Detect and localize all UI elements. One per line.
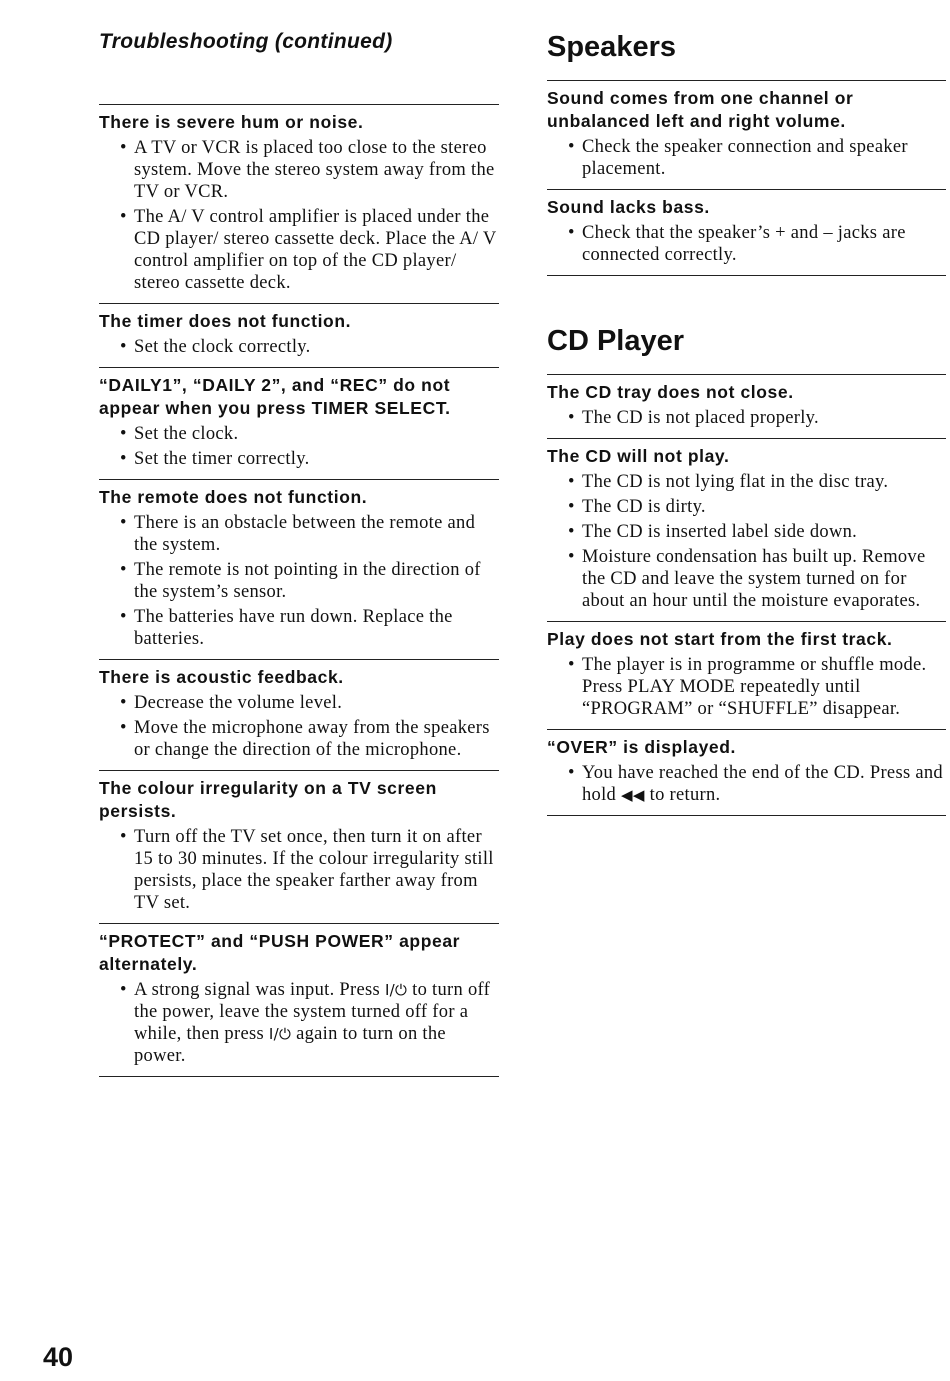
problem-entry bbox=[99, 659, 499, 770]
solution-item: • Decrease the volume level. bbox=[99, 692, 499, 714]
solution-item: • The CD is inserted label side down. bbox=[547, 521, 946, 543]
troubleshooting-list bbox=[99, 104, 499, 1077]
solution-item: • Turn off the TV set once, then turn it on after 15 to 30 minutes. If the colour irregularity still persists, place the speaker farther away from TV set. bbox=[99, 826, 499, 914]
solution-item bbox=[547, 762, 946, 806]
problem-title: Play does not start from the first track. bbox=[547, 629, 893, 649]
solution-item: • The batteries have run down. Replace the batteries. bbox=[99, 606, 499, 650]
solution-list bbox=[99, 336, 499, 358]
problem-entry bbox=[99, 479, 499, 659]
solution-list bbox=[99, 423, 499, 470]
problem-entry bbox=[99, 367, 499, 479]
power-icon: I/⏻ bbox=[384, 981, 408, 999]
solution-list bbox=[99, 979, 499, 1067]
solution-item: • The player is in programme or shuffle mode. Press PLAY MODE repeatedly until “PROGRAM” or “SHUFFLE” disappear. bbox=[547, 654, 946, 720]
section-heading-speakers: Speakers bbox=[547, 31, 676, 63]
problem-title: “OVER” is displayed. bbox=[547, 737, 736, 757]
solution-item: • The CD is not lying flat in the disc tray. bbox=[547, 471, 946, 493]
solution-item bbox=[99, 979, 499, 1067]
page-number: 40 bbox=[43, 1342, 74, 1372]
problem-entry bbox=[99, 104, 499, 303]
solution-text: again to turn on the power. bbox=[134, 1024, 446, 1066]
solution-item: • Check that the speaker’s + and – jacks are connected correctly. bbox=[547, 222, 946, 266]
problem-entry bbox=[99, 923, 499, 1077]
solution-item: • Moisture condensation has built up. Remove the CD and leave the system turned on for about an hour until the moisture evaporates. bbox=[547, 546, 946, 612]
solution-item: • A TV or VCR is placed too close to the stereo system. Move the stereo system away from the TV or VCR. bbox=[99, 137, 499, 203]
solution-list bbox=[547, 222, 946, 266]
right-column bbox=[547, 0, 946, 816]
cd-player-list bbox=[547, 374, 946, 816]
solution-list bbox=[547, 471, 946, 612]
problem-title: The timer does not function. bbox=[99, 311, 352, 331]
solution-text: to turn off the power, leave the system turned off for a while, then press bbox=[134, 980, 491, 1044]
solution-list bbox=[99, 692, 499, 761]
problem-title: The CD tray does not close. bbox=[547, 382, 794, 402]
solution-text: to return. bbox=[649, 785, 721, 805]
problem-entry bbox=[547, 729, 946, 816]
problem-entry bbox=[547, 438, 946, 621]
running-head: Troubleshooting (continued) bbox=[99, 30, 393, 53]
problem-title: There is severe hum or noise. bbox=[99, 112, 364, 132]
power-icon: I/⏻ bbox=[268, 1025, 292, 1043]
problem-entry bbox=[547, 80, 946, 189]
problem-title: There is acoustic feedback. bbox=[99, 667, 344, 687]
solution-list bbox=[99, 826, 499, 914]
solution-item: • There is an obstacle between the remote and the system. bbox=[99, 512, 499, 556]
problem-title: “PROTECT” and “PUSH POWER” appear alternately. bbox=[99, 931, 461, 974]
solution-item: • Set the clock. bbox=[99, 423, 499, 445]
solution-item: • The CD is not placed properly. bbox=[547, 407, 946, 429]
solution-item: • Set the timer correctly. bbox=[99, 448, 499, 470]
problem-entry bbox=[547, 621, 946, 729]
solution-item: • Check the speaker connection and speaker placement. bbox=[547, 136, 946, 180]
solution-list bbox=[99, 137, 499, 294]
problem-entry bbox=[99, 770, 499, 923]
solution-text: A strong signal was input. Press bbox=[134, 980, 380, 1000]
problem-title: The colour irregularity on a TV screen persists. bbox=[99, 778, 437, 821]
section-heading-cd-player: CD Player bbox=[547, 325, 685, 357]
problem-entry bbox=[547, 189, 946, 276]
solution-list bbox=[547, 762, 946, 806]
solution-list bbox=[99, 512, 499, 650]
problem-entry bbox=[547, 374, 946, 438]
left-column bbox=[99, 0, 499, 1077]
speakers-list bbox=[547, 80, 946, 276]
solution-text: You have reached the end of the CD. Press and hold bbox=[582, 763, 943, 805]
solution-item: • Set the clock correctly. bbox=[99, 336, 499, 358]
solution-item: • The CD is dirty. bbox=[547, 496, 946, 518]
solution-item: • Move the microphone away from the speakers or change the direction of the microphone. bbox=[99, 717, 499, 761]
problem-entry bbox=[99, 303, 499, 367]
solution-list bbox=[547, 136, 946, 180]
problem-title: The remote does not function. bbox=[99, 487, 368, 507]
rewind-icon: ◀◀ bbox=[621, 786, 645, 804]
solution-item: • The remote is not pointing in the direction of the system’s sensor. bbox=[99, 559, 499, 603]
problem-title: Sound comes from one channel or unbalanced left and right volume. bbox=[547, 88, 854, 131]
solution-list bbox=[547, 407, 946, 429]
problem-title: “DAILY1”, “DAILY 2”, and “REC” do not appear when you press TIMER SELECT. bbox=[99, 375, 451, 418]
solution-item: • The A/ V control amplifier is placed under the CD player/ stereo cassette deck. Place the A/ V control amplifier on top of the CD player/ stereo cassette deck. bbox=[99, 206, 499, 294]
problem-title: The CD will not play. bbox=[547, 446, 730, 466]
solution-list bbox=[547, 654, 946, 720]
problem-title: Sound lacks bass. bbox=[547, 197, 710, 217]
